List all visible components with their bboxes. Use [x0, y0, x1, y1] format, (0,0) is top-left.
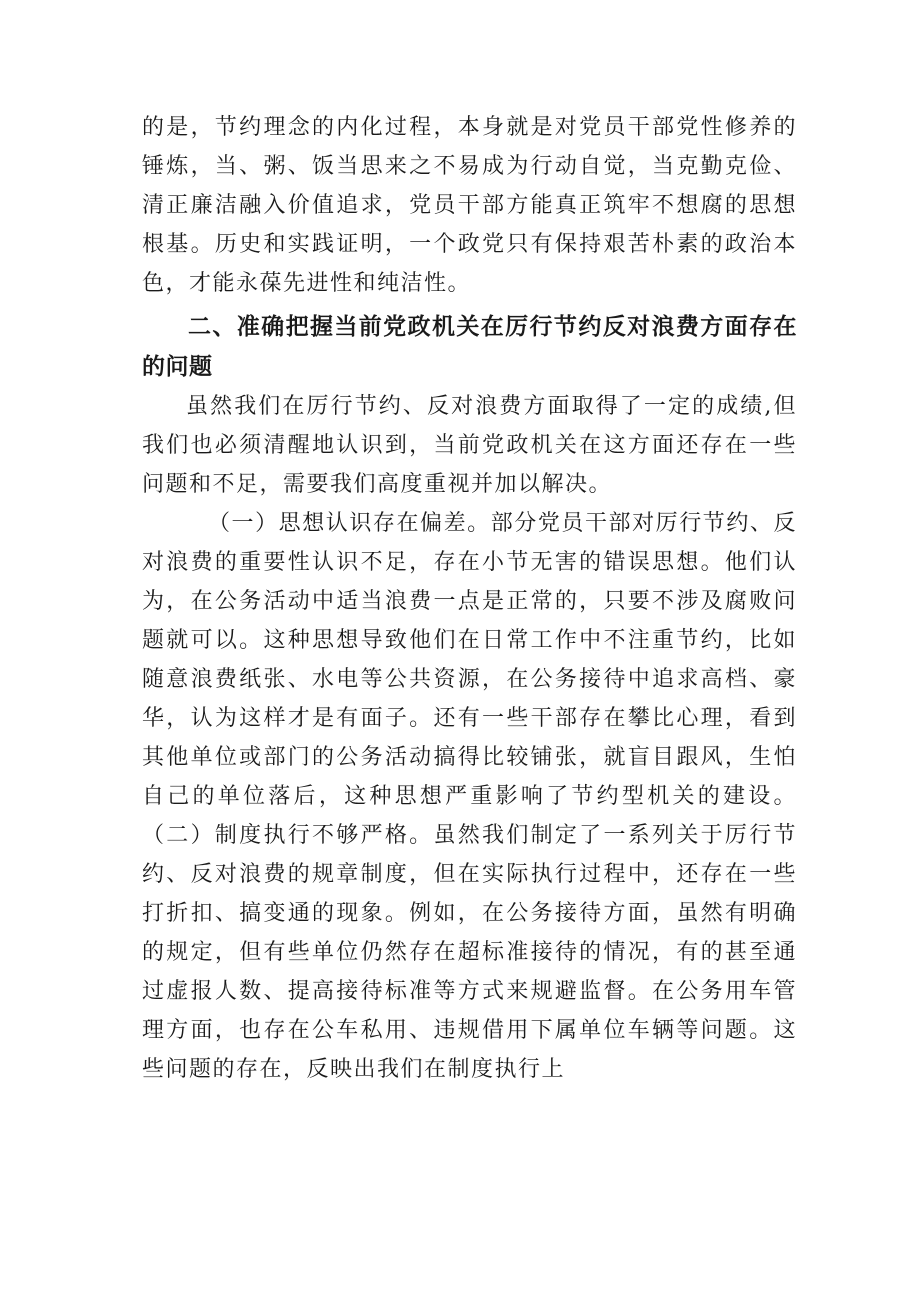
section-heading-2: 二、准确把握当前党政机关在厉行节约反对浪费方面存在的问题 — [142, 314, 797, 380]
paragraph-continuation: 的是，节约理念的内化过程，本身就是对党员干部党性修养的锤炼，当、粥、饭当思来之不易成为行动自觉，当克勤克俭、清正廉洁融入价值追求，党员干部方能真正筑牢不想腐的思想根基。历史和实践证明，一个政党只有保持艰苦朴素的政治本色，才能永葆先进性和纯洁性。 — [142, 115, 797, 296]
paragraph-issues: （一）思想认识存在偏差。部分党员干部对厉行节约、反对浪费的重要性认识不足，存在小节无害的错误思想。他们认为，在公务活动中适当浪费一点是正常的，只要不涉及腐败问题就可以。这种思想导致他们在日常工作中不注重节约，比如随意浪费纸张、水电等公共资源，在公务接待中追求高档、豪华，认为这样才是有面子。还有一些干部存在攀比心理，看到其他单位或部门的公务活动搞得比较铺张，就盲目跟风，生怕自己的单位落后，这种思想严重影响了节约型机关的建设。（二）制度执行不够严格。虽然我们制定了一系列关于厉行节约、反对浪费的规章制度，但在实际执行过程中，还存在一些打折扣、搞变通的现象。例如，在公务接待方面，虽然有明确的规定，但有些单位仍然存在超标准接待的情况，有的甚至通过虚报人数、提高接待标准等方式来规避监督。在公务用车管理方面，也存在公车私用、违规借用下属单位车辆等问题。这些问题的存在，反映出我们在制度执行上 — [142, 511, 797, 1082]
document-body — [142, 108, 797, 1089]
paragraph-intro: 虽然我们在厉行节约、反对浪费方面取得了一定的成绩,但我们也必须清醒地认识到，当前党政机关在这方面还存在一些问题和不足，需要我们高度重视并加以解决。 — [142, 394, 797, 497]
